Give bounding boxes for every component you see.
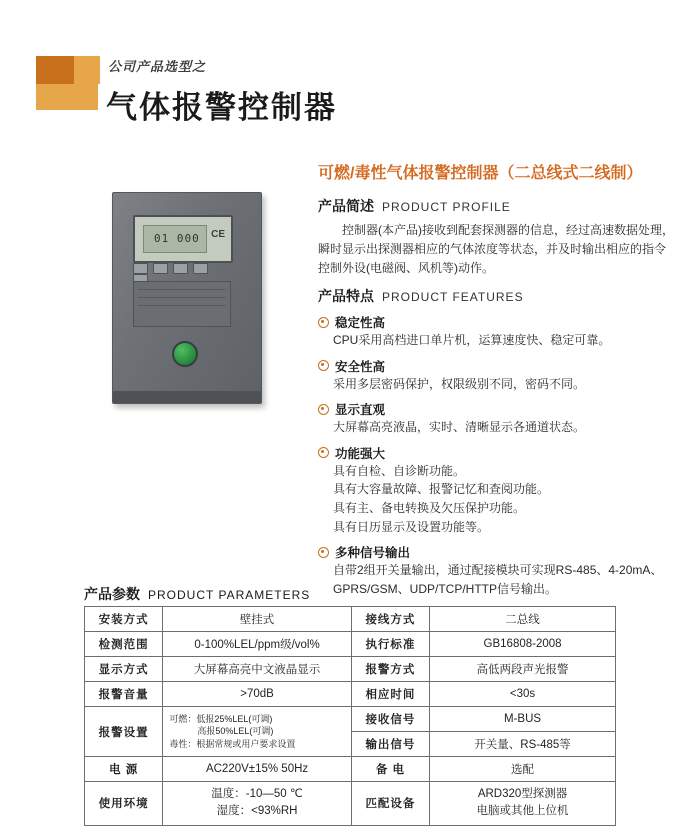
bullet-icon [318, 317, 329, 328]
feature-title-row [318, 313, 676, 331]
param-label: 检测范围 [85, 632, 163, 657]
ce-mark-icon: CE [211, 229, 225, 240]
feature-line: 自带2组开关量输出，通过配接模块可实现RS-485、4-20mA、GPRS/GSM、UDP/TCP/HTTP信号输出。 [333, 563, 663, 596]
parameters-table [84, 606, 616, 826]
table-row [85, 757, 616, 782]
header-subtitle: 公司产品选型之 [108, 59, 207, 74]
device-button [153, 263, 168, 274]
feature-line: 具有日历显示及设置功能等。 [333, 519, 490, 534]
parameters-heading-en: PRODUCT PARAMETERS [148, 588, 311, 602]
table-row [85, 682, 616, 707]
param-value: AC220V±15% 50Hz [163, 757, 351, 782]
param-value-line: ARD320型探测器 [477, 788, 568, 800]
param-value: 壁挂式 [163, 607, 351, 632]
param-value: 选配 [430, 757, 616, 782]
param-value-multiline [163, 707, 351, 757]
param-label: 接收信号 [351, 707, 429, 732]
header-decor-block-light-bottom [36, 84, 98, 110]
features-heading [318, 286, 676, 306]
table-row [85, 782, 616, 826]
param-label: 备 电 [351, 757, 429, 782]
feature-line: 具有大容量故障、报警记忆和查阅功能。 [333, 482, 550, 497]
feature-item [318, 313, 676, 350]
feature-title-row [318, 357, 676, 375]
section-product-features [318, 286, 676, 598]
param-label: 电 源 [85, 757, 163, 782]
param-value: 高低两段声光报警 [430, 657, 616, 682]
feature-title: 功能强大 [335, 446, 386, 461]
feature-line: 大屏幕高亮液晶，实时、清晰显示各通道状态。 [333, 420, 586, 435]
param-label: 安装方式 [85, 607, 163, 632]
param-value: 二总线 [430, 607, 616, 632]
param-label: 相应时间 [351, 682, 429, 707]
feature-item [318, 357, 676, 394]
device-button-row [133, 263, 229, 275]
device-display-bezel [133, 215, 233, 263]
param-label: 显示方式 [85, 657, 163, 682]
device-lower-panel [133, 281, 231, 327]
param-value-line: 可燃：低报25%LEL(可调) [169, 714, 273, 725]
feature-title-row [318, 543, 676, 561]
profile-body: 控制器(本产品)接收到配套探测器的信息，经过高速数据处理，瞬时显示出探测器相应的气体浓度等状态，并及时输出相应的指令控制外设(电磁阀、风机等)动作。 [318, 223, 674, 276]
table-row [85, 632, 616, 657]
param-label: 报警音量 [85, 682, 163, 707]
feature-title: 稳定性高 [335, 316, 386, 330]
param-value-line: 电脑或其他上位机 [476, 805, 569, 818]
bullet-icon [318, 447, 329, 458]
feature-title-row [318, 400, 676, 418]
param-label: 输出信号 [351, 732, 429, 757]
param-label: 匹配设备 [351, 782, 429, 826]
param-value-line: 温度：-10—50 ℃ [211, 788, 303, 800]
section-product-profile [318, 196, 676, 279]
param-value-line: 湿度：<93%RH [216, 805, 298, 818]
header-decor-block-dark [36, 56, 74, 84]
param-value: >70dB [163, 682, 351, 707]
feature-title: 安全性高 [335, 359, 386, 374]
device-lcd-text: 01 000 [154, 232, 200, 245]
feature-line: 具有主、备电转换及欠压保护功能。 [333, 500, 526, 515]
parameters-heading [84, 584, 310, 604]
feature-title: 多种信号输出 [335, 546, 411, 561]
param-value: 开关量、RS-485等 [430, 732, 616, 757]
bullet-icon [318, 404, 329, 415]
param-value-line: 毒性：根据常规或用户要求设置 [169, 738, 296, 749]
param-value-multiline [163, 782, 351, 826]
profile-heading-cn: 产品简述 [318, 198, 374, 214]
table-row [85, 657, 616, 682]
param-value-multiline [430, 782, 616, 826]
feature-title-row [318, 444, 676, 462]
feature-line: 采用多层密码保护，权限级别不同，密码不同。 [333, 376, 586, 391]
param-value: 0-100%LEL/ppm级/vol% [163, 632, 351, 657]
parameters-heading-cn: 产品参数 [84, 586, 140, 602]
feature-title: 显示直观 [335, 403, 386, 418]
device-button [133, 263, 148, 274]
device-base [113, 391, 261, 403]
feature-item [318, 444, 676, 536]
device-button [193, 263, 208, 274]
product-title: 可燃/毒性气体报警控制器（二总线式二线制） [318, 165, 643, 182]
page-header [0, 0, 700, 140]
feature-line: CPU采用高档进口单片机，运算速度快、稳定可靠。 [333, 333, 611, 347]
table-row [85, 607, 616, 632]
param-label: 执行标准 [351, 632, 429, 657]
profile-heading [318, 196, 676, 216]
param-label: 报警设置 [85, 707, 163, 757]
param-value: <30s [430, 682, 616, 707]
feature-item [318, 400, 676, 437]
feature-line: 具有自检、自诊断功能。 [333, 463, 466, 478]
device-button [173, 263, 188, 274]
features-heading-en: PRODUCT FEATURES [382, 290, 524, 304]
profile-heading-en: PRODUCT PROFILE [382, 200, 511, 214]
param-label: 接线方式 [351, 607, 429, 632]
features-heading-cn: 产品特点 [318, 288, 374, 304]
device-lcd [143, 225, 207, 253]
table-row [85, 707, 616, 732]
feature-item [318, 543, 676, 598]
page-title: 气体报警控制器 [106, 90, 337, 125]
device-power-led-icon [172, 341, 198, 367]
header-decor-block-light-top [74, 56, 100, 84]
bullet-icon [318, 547, 329, 558]
param-label: 使用环境 [85, 782, 163, 826]
param-value-line: 高报50%LEL(可调) [197, 726, 274, 737]
param-value: 大屏幕高亮中文液晶显示 [163, 657, 351, 682]
device-photo [112, 192, 262, 404]
param-label: 报警方式 [351, 657, 429, 682]
bullet-icon [318, 360, 329, 371]
param-value: GB16808-2008 [430, 632, 616, 657]
param-value: M-BUS [430, 707, 616, 732]
